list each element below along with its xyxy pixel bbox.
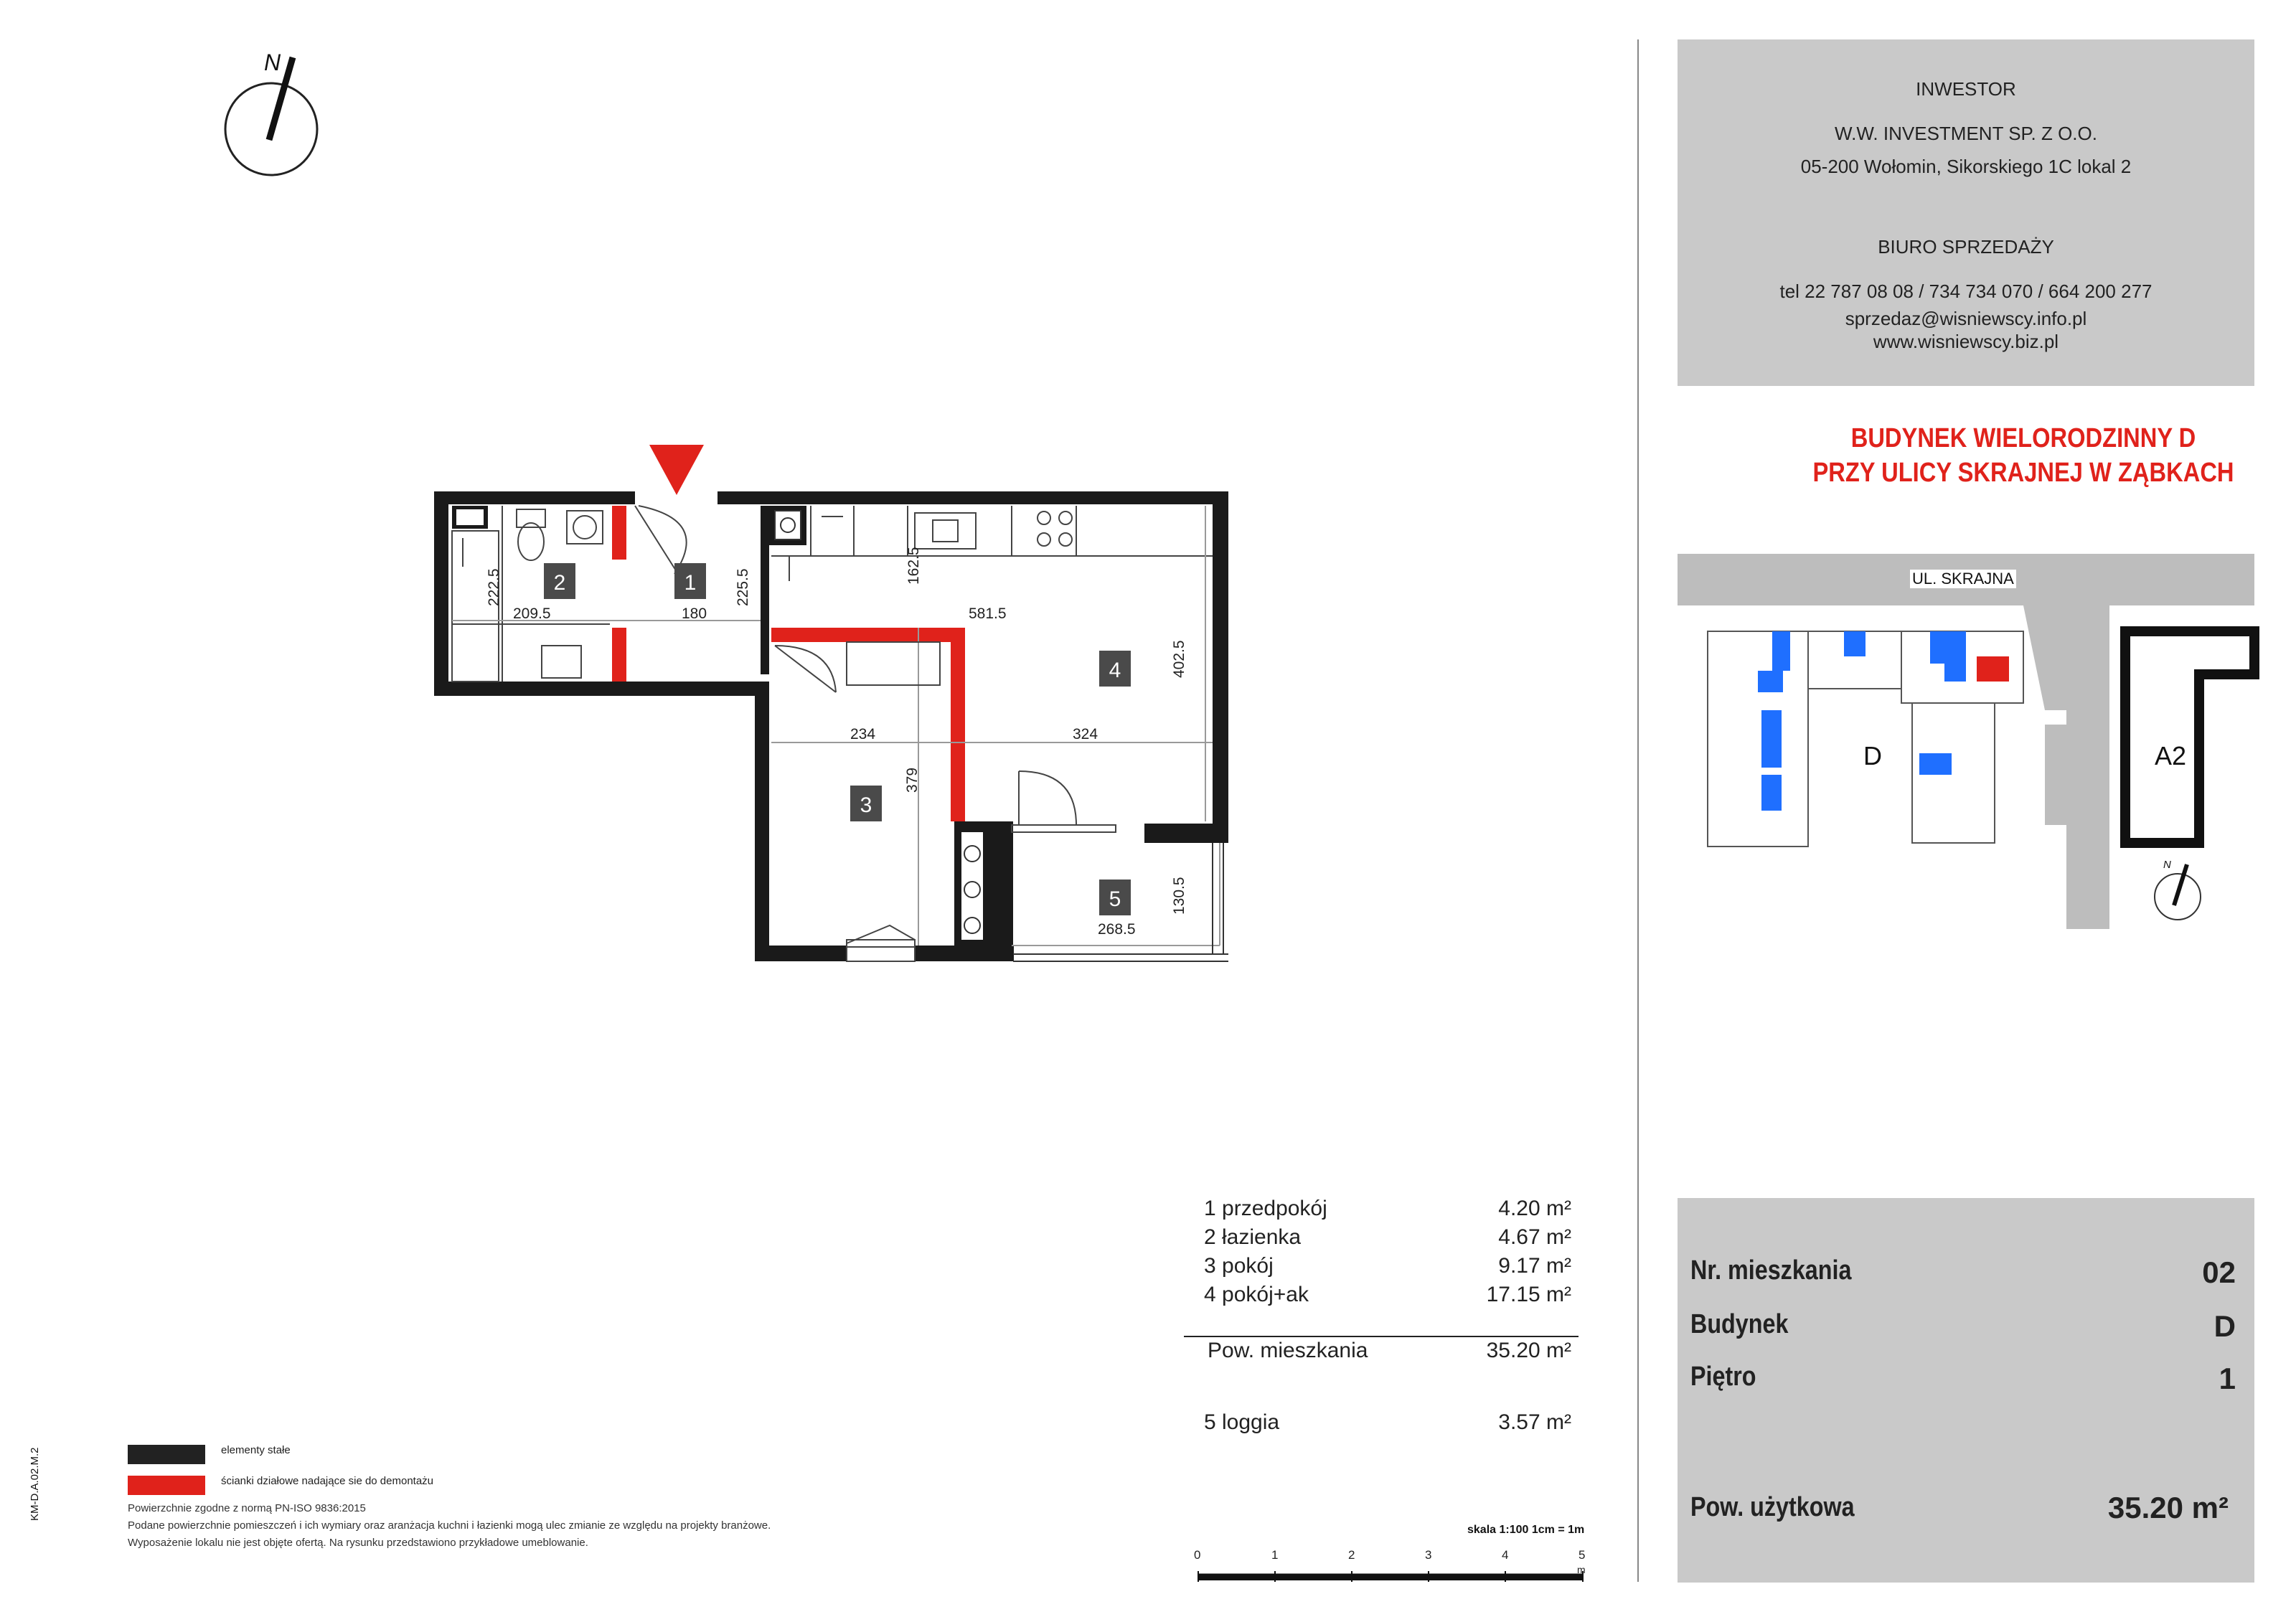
room-number-1: 1	[684, 571, 697, 595]
note-line-3: Wyposażenie lokalu nie jest objęte ofertą. Na rysunku przedstawiono przykładowe umeblowanie.	[128, 1537, 588, 1549]
area-value-1: 4.20 m²	[1498, 1197, 1571, 1220]
summary-panel	[1678, 1198, 2254, 1583]
dim-268-5: 268.5	[1098, 921, 1136, 938]
room-markers	[544, 563, 1131, 915]
area-value-4: 17.15 m²	[1486, 1283, 1571, 1306]
area-label-4: 4 pokój+ak	[1204, 1283, 1309, 1306]
area-label-3: 3 pokój	[1204, 1254, 1274, 1278]
site-north-label: N	[2163, 859, 2171, 871]
dim-180: 180	[682, 605, 707, 622]
legend-demolition-label: ścianki działowe nadające sie do demontażu	[221, 1475, 434, 1487]
investor-address: 05-200 Wołomin, Sikorskiego 1C lokal 2	[1800, 156, 2132, 177]
usable-area-value: 35.20 m²	[2107, 1491, 2229, 1524]
sales-heading: BIURO SPRZEDAŻY	[1878, 236, 2054, 258]
sheet-code: KM-D.A.02.M.2	[29, 1447, 41, 1521]
area-total-value: 35.20 m²	[1486, 1339, 1571, 1362]
area-value-2: 4.67 m²	[1498, 1225, 1571, 1249]
dim-324: 324	[1073, 726, 1098, 742]
area-label-2: 2 łazienka	[1204, 1225, 1302, 1249]
area-loggia-value: 3.57 m²	[1498, 1410, 1571, 1434]
scale-tick-3: 3	[1425, 1548, 1432, 1562]
sales-phones: tel 22 787 08 08 / 734 734 070 / 664 200 277	[1779, 280, 2152, 302]
scale-tick-4: 4	[1502, 1548, 1509, 1562]
scale-bar	[1198, 1571, 1583, 1582]
sales-email: sprzedaz@wisniewscy.info.pl	[1845, 308, 2087, 329]
room-number-3: 3	[860, 793, 872, 817]
project-title-line2: PRZY ULICY SKRAJNEJ W ZĄBKACH	[1812, 458, 2234, 488]
scale-unit: m	[1577, 1564, 1586, 1575]
dim-209-5: 209.5	[513, 605, 551, 622]
scale-tick-0: 0	[1194, 1548, 1201, 1562]
scale-label: skala 1:100 1cm = 1m	[1467, 1524, 1585, 1536]
street-label: UL. SKRAJNA	[1910, 570, 2016, 588]
site-building-a2-label: A2	[2154, 741, 2187, 770]
area-total-label: Pow. mieszkania	[1208, 1339, 1368, 1362]
building-label: Budynek	[1690, 1309, 1789, 1339]
site-building-d-label: D	[1863, 741, 1882, 770]
dim-581-5: 581.5	[969, 605, 1007, 622]
dim-402-5: 402.5	[1171, 640, 1187, 678]
legend-swatch-fixed	[128, 1445, 205, 1464]
scale-tick-1: 1	[1271, 1548, 1279, 1562]
note-line-2: Podane powierzchnie pomieszczeń i ich wymiary oraz aranżacja kuchni i łazienki mogą ulec zmianie ze względu na projekty branżowe.	[128, 1519, 771, 1532]
project-title-line1: BUDYNEK WIELORODZINNY D	[1850, 423, 2196, 453]
dim-130-5: 130.5	[1171, 877, 1187, 915]
legend-swatch-demolition	[128, 1476, 205, 1495]
scale-tick-2: 2	[1348, 1548, 1355, 1562]
sheet-divider	[1637, 39, 1639, 1582]
dim-222-5: 222.5	[486, 568, 502, 606]
compass	[225, 49, 317, 175]
legend-fixed-label: elementy stałe	[221, 1444, 291, 1456]
apt-number-value: 02	[2202, 1255, 2236, 1289]
dim-379: 379	[904, 767, 921, 793]
note-line-1: Powierzchnie zgodne z normą PN-ISO 9836:2015	[128, 1502, 366, 1514]
area-value-3: 9.17 m²	[1498, 1254, 1571, 1278]
apt-number-label: Nr. mieszkania	[1690, 1255, 1852, 1286]
room-number-5: 5	[1109, 887, 1121, 911]
investor-heading: INWESTOR	[1916, 78, 2016, 100]
room-number-2: 2	[553, 571, 566, 595]
sales-website: www.wisniewscy.biz.pl	[1873, 331, 2059, 352]
dim-234: 234	[850, 726, 876, 742]
compass-north-label: N	[264, 49, 281, 75]
area-loggia-label: 5 loggia	[1204, 1410, 1280, 1434]
area-label-1: 1 przedpokój	[1204, 1197, 1327, 1220]
dim-162-5: 162.5	[905, 547, 922, 585]
floor-value: 1	[2219, 1362, 2236, 1395]
room-number-4: 4	[1109, 659, 1121, 682]
investor-company: W.W. INVESTMENT SP. Z O.O.	[1835, 123, 2097, 144]
scale-tick-5: 5	[1578, 1548, 1586, 1562]
dim-225-5: 225.5	[735, 568, 751, 606]
usable-area-label: Pow. użytkowa	[1690, 1492, 1855, 1522]
building-value: D	[2213, 1309, 2236, 1343]
site-plan	[1678, 554, 2254, 929]
floor-label: Piętro	[1690, 1362, 1756, 1392]
entrance-marker	[649, 445, 704, 495]
investor-panel	[1678, 39, 2254, 386]
